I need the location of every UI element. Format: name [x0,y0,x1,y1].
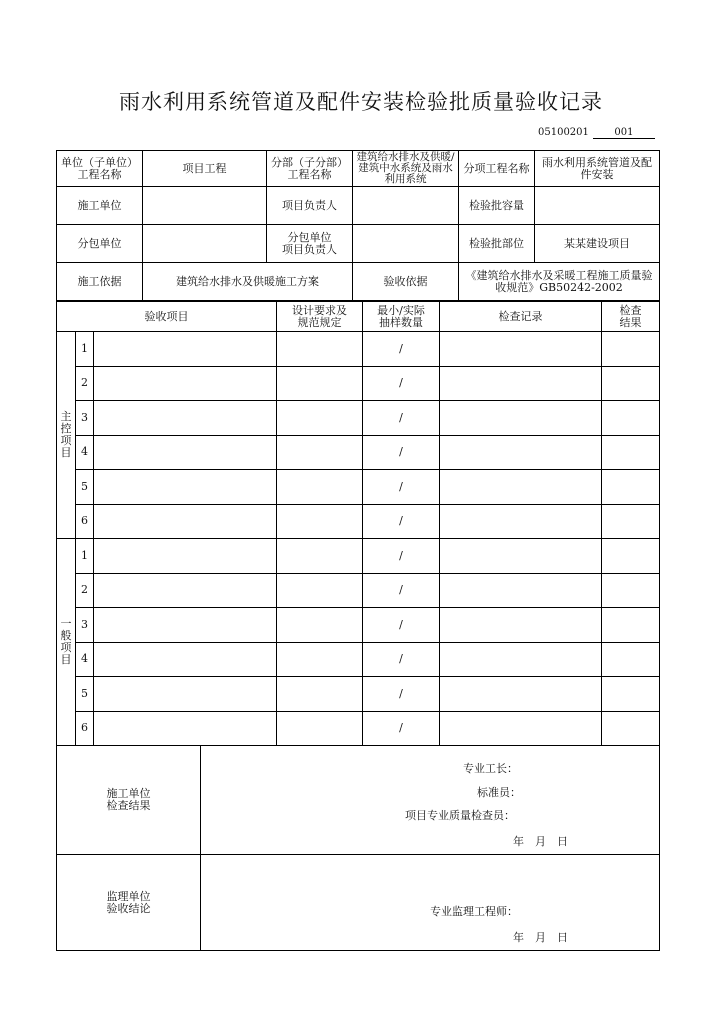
supervision-conclusion-label: 监理单位 验收结论 [57,855,201,951]
main-control-row [57,435,660,470]
record-code-left: 05100201 [538,127,589,138]
check-record [440,608,602,643]
design-requirement [277,608,363,643]
item-number: 6 [76,504,94,539]
sample-quantity: / [363,401,440,436]
record-code-right: 001 [593,127,655,139]
subitem-name-value: 雨水利用系统管道及配件安装 [535,151,660,187]
general-row [57,711,660,746]
main-control-row [57,504,660,539]
check-record [440,435,602,470]
sample-quantity: / [363,573,440,608]
check-record [440,504,602,539]
sample-quantity: / [363,711,440,746]
check-result [602,366,660,401]
division-name-label: 分部（子分部） 工程名称 [267,151,353,187]
quality-inspector-label: 项目专业质量检查员： [405,809,515,822]
check-record [440,470,602,505]
item-description [94,401,277,436]
subcontractor-value [143,225,267,263]
sub-manager-value [353,225,459,263]
item-number: 1 [76,539,94,574]
item-description [94,642,277,677]
sample-quantity: / [363,539,440,574]
construction-result-label: 施工单位 检查结果 [57,746,201,855]
general-row [57,539,660,574]
design-requirement [277,677,363,712]
item-number: 1 [76,332,94,367]
main-control-row [57,332,660,367]
general-row [57,573,660,608]
check-result [602,401,660,436]
col-header-item: 验收项目 [57,302,277,332]
general-row [57,608,660,643]
page-title: 雨水利用系统管道及配件安装检验批质量验收记录 [119,90,603,114]
design-requirement [277,366,363,401]
item-description [94,504,277,539]
sample-quantity: / [363,435,440,470]
check-record [440,677,602,712]
item-number: 3 [76,608,94,643]
sample-quantity: / [363,366,440,401]
sample-quantity: / [363,470,440,505]
acceptance-basis-value: 《建筑给水排水及采暖工程施工质量验收规范》GB50242-2002 [459,263,660,301]
sample-quantity: / [363,332,440,367]
item-number: 2 [76,366,94,401]
construction-basis-value: 建筑给水排水及供暖施工方案 [143,263,353,301]
design-requirement [277,711,363,746]
design-requirement [277,470,363,505]
construction-signature-area [201,746,660,855]
item-description [94,539,277,574]
construction-date: 年 月 日 [513,835,568,848]
item-number: 3 [76,401,94,436]
acceptance-basis-label: 验收依据 [353,263,459,301]
header-table [56,150,660,301]
record-code [538,127,655,139]
design-requirement [277,401,363,436]
item-number: 5 [76,470,94,505]
sample-quantity: / [363,608,440,643]
standard-officer-label: 标准员： [477,786,521,799]
design-requirement [277,539,363,574]
sample-quantity: / [363,677,440,712]
division-name-value: 建筑给水排水及供暖/建筑中水系统及雨水利用系统 [353,151,459,187]
batch-capacity-label: 检验批容量 [459,187,535,225]
check-result [602,332,660,367]
check-record [440,332,602,367]
item-number: 6 [76,711,94,746]
contractor-value [143,187,267,225]
unit-name-value: 项目工程 [143,151,267,187]
design-requirement [277,435,363,470]
foreman-label: 专业工长： [463,762,518,775]
item-description [94,366,277,401]
contractor-label: 施工单位 [57,187,143,225]
col-header-design: 设计要求及 规范规定 [277,302,363,332]
main-control-group-label: 主 控 项 目 [57,332,76,539]
check-result [602,470,660,505]
check-result [602,504,660,539]
subcontractor-label: 分包单位 [57,225,143,263]
inspection-items-table [56,301,660,746]
unit-name-label: 单位（子单位） 工程名称 [57,151,143,187]
project-manager-label: 项目负责人 [267,187,353,225]
col-header-result: 检查 结果 [602,302,660,332]
batch-location-label: 检验批部位 [459,225,535,263]
sample-quantity: / [363,642,440,677]
item-number: 4 [76,435,94,470]
construction-basis-label: 施工依据 [57,263,143,301]
sample-quantity: / [363,504,440,539]
design-requirement [277,642,363,677]
check-record [440,539,602,574]
item-description [94,608,277,643]
general-row [57,677,660,712]
item-description [94,677,277,712]
item-number: 2 [76,573,94,608]
check-record [440,711,602,746]
supervision-date: 年 月 日 [513,931,568,944]
check-result [602,539,660,574]
item-description [94,332,277,367]
design-requirement [277,504,363,539]
item-description [94,470,277,505]
check-result [602,677,660,712]
main-control-row [57,470,660,505]
supervision-signature-area [201,855,660,951]
project-manager-value [353,187,459,225]
check-record [440,366,602,401]
item-description [94,573,277,608]
main-control-row [57,401,660,436]
check-record [440,401,602,436]
check-record [440,573,602,608]
sub-manager-label: 分包单位 项目负责人 [267,225,353,263]
check-record [440,642,602,677]
check-result [602,711,660,746]
batch-location-value: 某某建设项目 [535,225,660,263]
main-control-row [57,366,660,401]
check-result [602,573,660,608]
signature-table [56,745,660,951]
supervising-engineer-label: 专业监理工程师： [430,905,518,918]
batch-capacity-value [535,187,660,225]
design-requirement [277,573,363,608]
col-header-record: 检查记录 [440,302,602,332]
design-requirement [277,332,363,367]
item-description [94,435,277,470]
check-result [602,435,660,470]
item-description [94,711,277,746]
general-group-label: 一 般 项 目 [57,539,76,746]
item-number: 5 [76,677,94,712]
check-result [602,608,660,643]
col-header-sample: 最小/实际 抽样数量 [363,302,440,332]
general-row [57,642,660,677]
item-number: 4 [76,642,94,677]
subitem-name-label: 分项工程名称 [459,151,535,187]
check-result [602,642,660,677]
items-header-row [57,302,660,332]
